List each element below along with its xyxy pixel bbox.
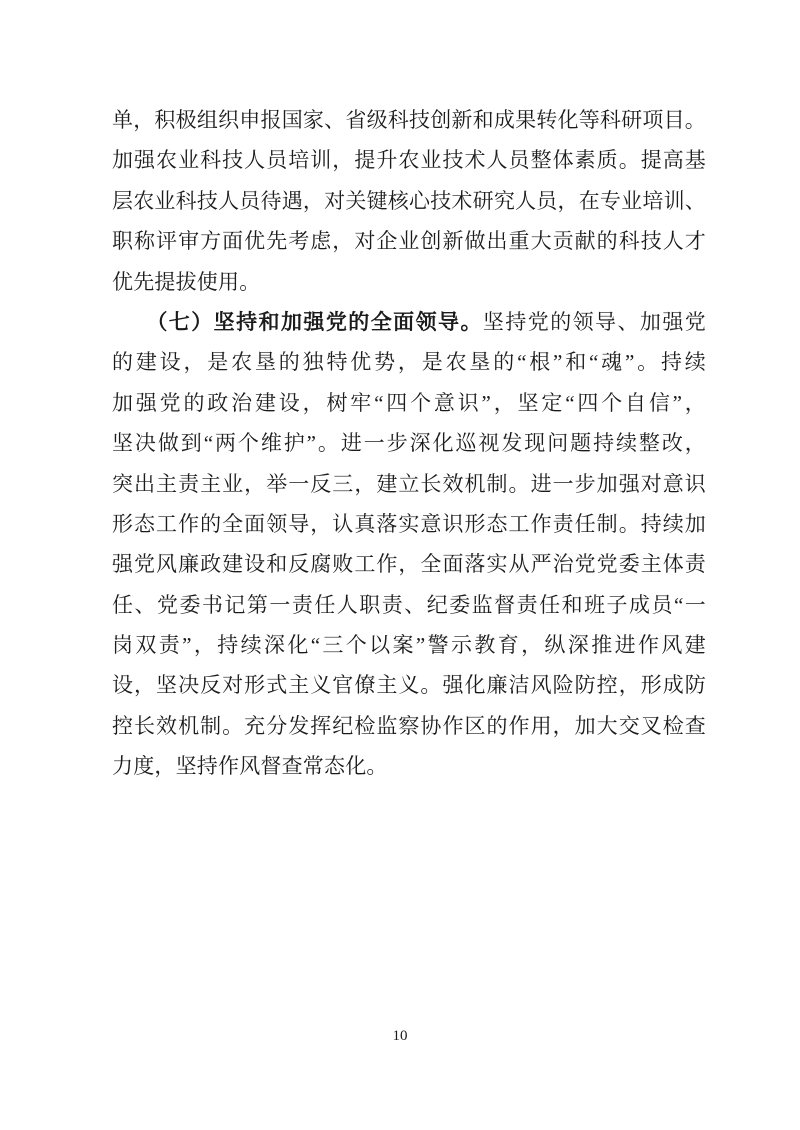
text-segment: 坚决做到“两个维护”。进一步深化巡视发现问题持续整改，	[112, 431, 706, 456]
text-segment: 力度，坚持作风督查常态化。	[112, 754, 388, 779]
text-segment	[112, 310, 157, 334]
paragraph-section-seven	[112, 302, 706, 787]
text-segment: 加强农业科技人员培训，提升农业技术人员整体素质。提高基	[112, 148, 706, 173]
text-segment: 形态工作的全面领导，认真落实意识形态工作责任制。持续加	[112, 511, 706, 536]
document-body	[112, 100, 706, 787]
text-segment: 单，积极组织申报国家、省级科技创新和成果转化等科研项目。	[112, 108, 706, 132]
text-line	[112, 383, 706, 423]
text-line	[112, 342, 706, 382]
text-line	[112, 423, 706, 463]
text-line	[112, 181, 706, 221]
text-segment: 设，坚决反对形式主义官僚主义。强化廉洁风险防控，形成防	[112, 673, 706, 698]
text-line	[112, 625, 706, 665]
text-line	[112, 464, 706, 504]
text-segment: 强党风廉政建设和反腐败工作，全面落实从严治党党委主体责	[112, 552, 706, 577]
section-heading-bold: （七）坚持和加强党的全面领导。	[156, 309, 483, 334]
text-line	[112, 706, 706, 746]
text-segment: 坚持党的领导、加强党	[482, 309, 706, 334]
text-line	[112, 221, 706, 261]
paragraph-continuation	[112, 100, 706, 302]
text-segment: 加强党的政治建设，树牢“四个意识”，坚定“四个自信”，	[112, 390, 706, 415]
text-line	[112, 544, 706, 584]
text-line	[112, 746, 706, 786]
text-segment: 层农业科技人员待遇，对关键核心技术研究人员，在专业培训、	[112, 188, 706, 213]
text-line	[112, 140, 706, 180]
text-segment: 突出主责主业，举一反三，建立长效机制。进一步加强对意识	[112, 471, 706, 496]
page-number: 10	[392, 1028, 408, 1044]
text-line	[112, 100, 706, 140]
text-segment: 岗双责”，持续深化“三个以案”警示教育，纵深推进作风建	[112, 633, 706, 658]
text-line	[112, 302, 706, 342]
text-segment: 的建设，是农垦的独特优势，是农垦的“根”和“魂”。持续	[112, 350, 706, 375]
text-segment: 优先提拔使用。	[112, 269, 261, 294]
text-line	[112, 585, 706, 625]
text-line	[112, 262, 706, 302]
text-line	[112, 504, 706, 544]
text-segment: 任、党委书记第一责任人职责、纪委监督责任和班子成员“一	[112, 592, 706, 617]
text-line	[112, 665, 706, 705]
text-segment: 控长效机制。充分发挥纪检监察协作区的作用，加大交叉检查	[112, 713, 706, 738]
text-segment: 职称评审方面优先考虑，对企业创新做出重大贡献的科技人才	[112, 229, 706, 254]
